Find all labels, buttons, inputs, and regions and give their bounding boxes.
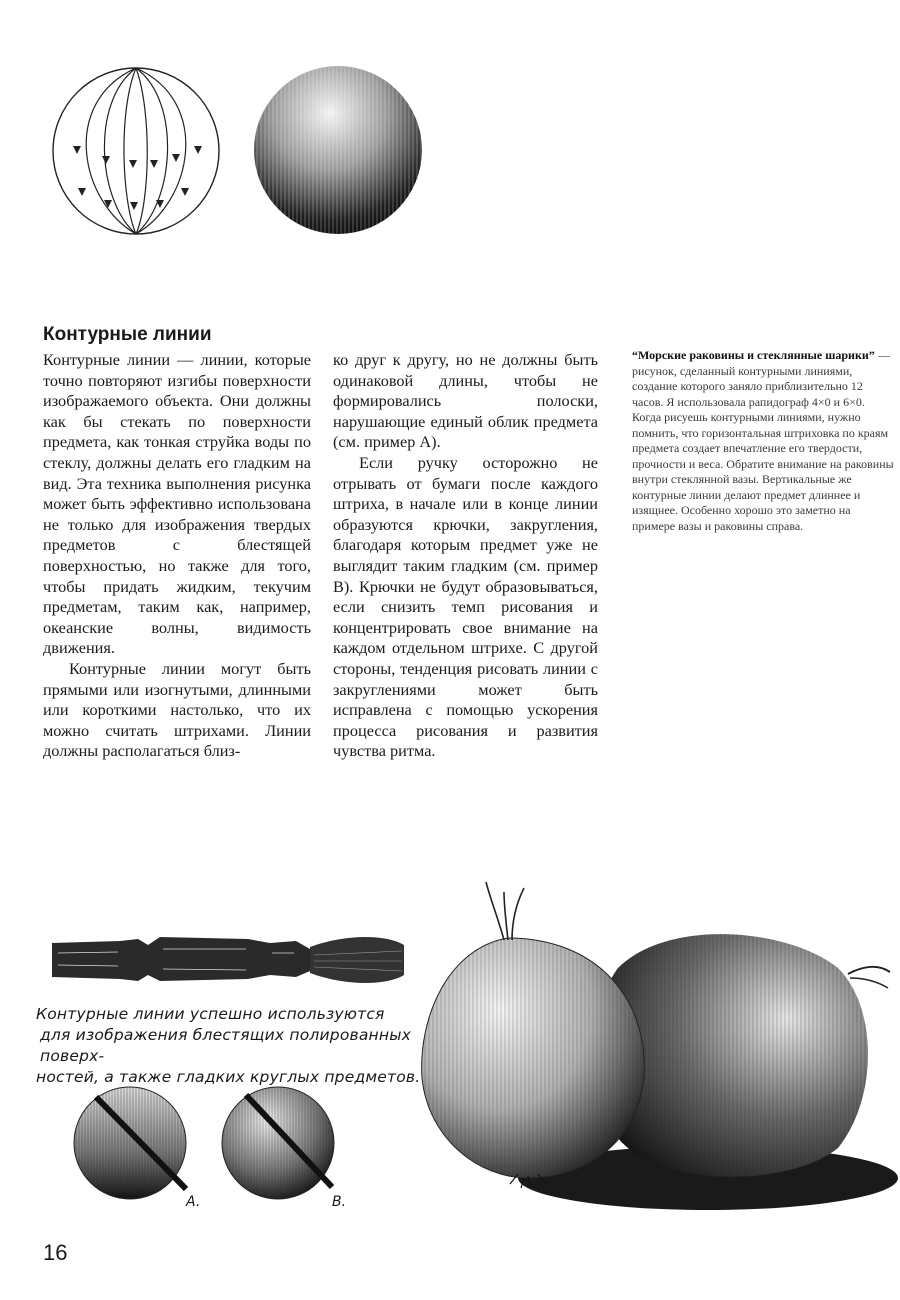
note-line: для изображения блестящих полированных поверх- — [40, 1026, 412, 1065]
text-column-2 — [333, 350, 598, 762]
paragraph: Контурные линии — линии, которые точно повторяют изгибы поверхности изображаемого объекта. Они должны как бы стекать по поверхности предмета, как тонкая струйка воды по стеклу, должны делать его гладким на вид. Эта техника выполнения рисунка может быть эффективно использована не только для изображения твердых предметов с блестящей поверхностью, но также для того, чтобы придать жидким, текучим предметам, таким как, например, океанские волны, видимость движения. — [43, 350, 311, 658]
caption-title: “Морские раковины и стеклянные шарики” — [632, 348, 875, 362]
caption-text: — рисунок, сделанный контурными линиями, создание которого заняло приблизительно 12 часов. Я использовала рапидограф 4×0 и 6×0. Когда рисуешь контурными линиями, нужно помнить, что горизонтальная штриховка по краям предмета создает впечатление его твердости, прочности и веса. Обратите внимание на раковины внутри стеклянной вазы. Вертикальные же контурные линии делают предмет длиннее и изящнее. Особенно хорошо это заметно на примере вазы и раковины справа. — [632, 348, 894, 533]
paragraph: Контурные линии могут быть прямыми или изогнутыми, длинными или короткими настолько, что их можно считать штрихами. Линии должны располагаться близ- — [43, 658, 311, 761]
handwritten-note — [36, 1004, 426, 1088]
note-line: Контурные линии успешно используются — [36, 1005, 385, 1023]
paragraph: ко друг к другу, но не должны быть одинаковой длины, чтобы не формировались полоски, нарушающие единый облик предмета (см. пример А). — [333, 350, 598, 452]
example-label-a: A. — [186, 1194, 201, 1210]
paragraph: Если ручку осторожно не отрывать от бумаги после каждого штриха, в начале или в конце линии образуются крючки, закругления, благодаря которым предмет уже не выглядит таким гладким (см. пример В). Крючки не будут образовываться, если снизить темп рисования и концентрировать свое внимание на каждом отдельном штрихе. С другой стороны, тенденция рисовать линии с закруглениями может быть исправлена с помощью ускорения процесса рисования и развития чувства ритма. — [333, 452, 598, 761]
example-label-b: B. — [332, 1194, 347, 1210]
example-sphere-b-icon — [214, 1083, 350, 1208]
section-heading: Контурные линии — [43, 324, 212, 345]
example-sphere-a-icon — [66, 1083, 202, 1208]
page-number: 16 — [43, 1240, 68, 1265]
note-line: ностей, а также гладких круглых предметов. — [36, 1068, 421, 1086]
shaded-sphere-icon — [252, 60, 427, 240]
illustration-caption — [632, 348, 894, 534]
text-column-1 — [43, 350, 311, 762]
paintbrush-icon — [48, 925, 408, 995]
sphere-contour-diagram-icon — [50, 62, 225, 242]
onion-drawing-icon — [408, 878, 898, 1228]
